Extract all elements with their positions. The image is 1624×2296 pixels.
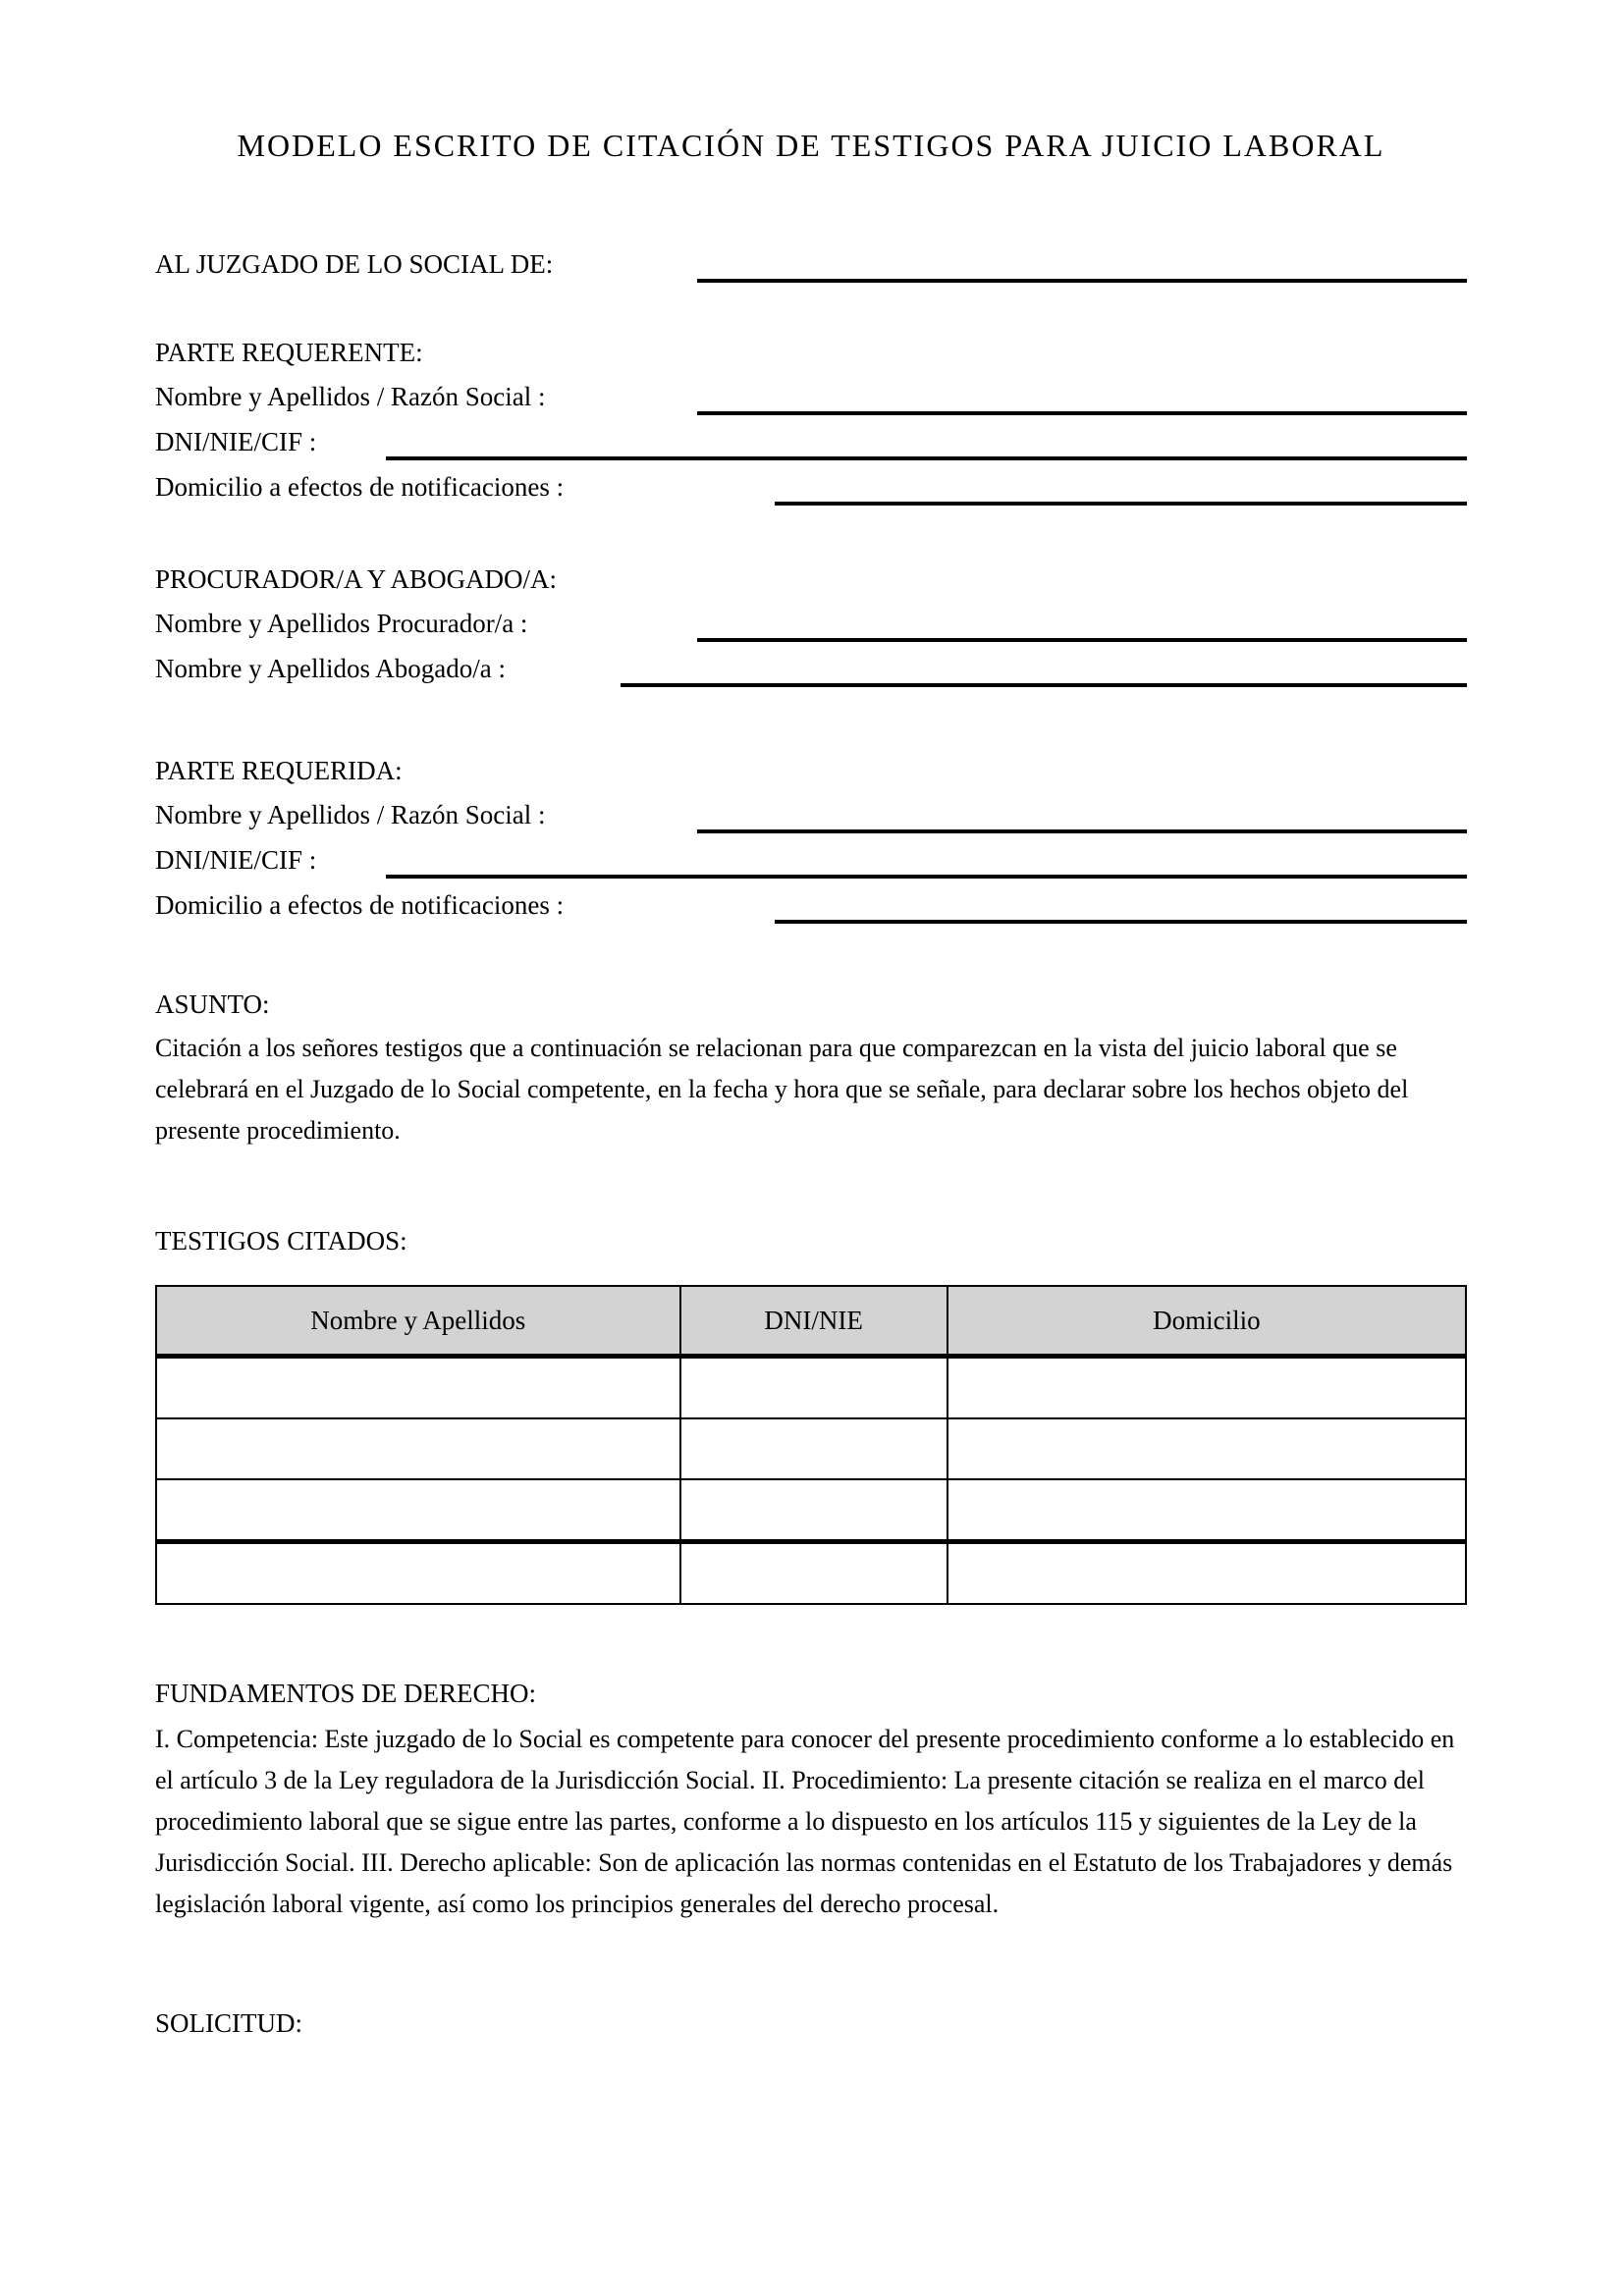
- field-label-requerente-dni: DNI/NIE/CIF :: [155, 427, 317, 456]
- table-cell-domicilio[interactable]: [947, 1357, 1466, 1419]
- field-row-requerente-domicilio: [155, 466, 1467, 509]
- table-header-row: [156, 1286, 1466, 1357]
- table-cell-nombre[interactable]: [156, 1418, 680, 1479]
- table-cell-nombre[interactable]: [156, 1542, 680, 1605]
- table-header-nombre: Nombre y Apellidos: [156, 1286, 680, 1357]
- fundamentos-body: I. Competencia: Este juzgado de lo Social es competente para conocer del presente procedimiento conforme a lo establecido en el artículo 3 de la Ley reguladora de la Jurisdicción Social. II. Procedimiento: La presente citación se realiza en el marco del procedimiento laboral que se sigue entre las partes, conforme a lo dispuesto en los artículos 115 y siguientes de la Ley de la Jurisdicción Social. III. Derecho aplicable: Son de aplicación las normas contenidas en el Estatuto de los Trabajadores y demás legislación laboral vigente, así como los principios generales del derecho procesal.: [155, 1725, 1455, 1918]
- table-cell-nombre[interactable]: [156, 1479, 680, 1542]
- field-label-requerida-dni: DNI/NIE/CIF :: [155, 845, 317, 875]
- table-header-domicilio: Domicilio: [947, 1286, 1466, 1357]
- section-heading-parte-requerida: PARTE REQUERIDA:: [155, 756, 403, 785]
- table-header-dni: DNI/NIE: [680, 1286, 947, 1357]
- section-heading-parte-requerente: PARTE REQUERENTE:: [155, 338, 423, 367]
- table-row: [156, 1542, 1466, 1605]
- field-row-requerente-nombre: [155, 376, 1467, 419]
- fill-line-procurador[interactable]: [697, 638, 1467, 642]
- table-cell-dni[interactable]: [680, 1418, 947, 1479]
- field-label-requerida-domicilio: Domicilio a efectos de notificaciones :: [155, 890, 565, 920]
- section-heading-asunto: ASUNTO:: [155, 989, 270, 1019]
- section-heading-procurador-abogado: PROCURADOR/A Y ABOGADO/A:: [155, 564, 558, 594]
- field-row-juzgado: [155, 243, 1467, 287]
- field-row-abogado: [155, 648, 1467, 691]
- field-label-requerente-domicilio: Domicilio a efectos de notificaciones :: [155, 472, 565, 502]
- fill-line-requerente-nombre[interactable]: [697, 411, 1467, 415]
- fill-line-requerida-dni[interactable]: [386, 875, 1467, 879]
- table-cell-dni[interactable]: [680, 1542, 947, 1605]
- table-row: [156, 1479, 1466, 1542]
- fill-line-requerente-dni[interactable]: [386, 456, 1467, 460]
- field-label-juzgado: AL JUZGADO DE LO SOCIAL DE:: [155, 249, 554, 279]
- fill-line-juzgado[interactable]: [697, 279, 1467, 283]
- field-label-procurador: Nombre y Apellidos Procurador/a :: [155, 609, 528, 638]
- table-cell-domicilio[interactable]: [947, 1479, 1466, 1542]
- table-cell-domicilio[interactable]: [947, 1418, 1466, 1479]
- field-row-requerida-domicilio: [155, 884, 1467, 928]
- table-cell-nombre[interactable]: [156, 1357, 680, 1419]
- section-heading-fundamentos: FUNDAMENTOS DE DERECHO:: [155, 1679, 537, 1708]
- field-row-requerida-dni: [155, 839, 1467, 882]
- fill-line-requerente-domicilio[interactable]: [775, 502, 1467, 506]
- field-row-requerente-dni: [155, 421, 1467, 464]
- table-cell-dni[interactable]: [680, 1357, 947, 1419]
- testigos-table: [155, 1285, 1467, 1605]
- table-row: [156, 1418, 1466, 1479]
- document-title: MODELO ESCRITO DE CITACIÓN DE TESTIGOS PARA JUICIO LABORAL: [237, 128, 1385, 163]
- field-label-abogado: Nombre y Apellidos Abogado/a :: [155, 654, 506, 683]
- table-cell-dni[interactable]: [680, 1479, 947, 1542]
- table-cell-domicilio[interactable]: [947, 1542, 1466, 1605]
- fill-line-abogado[interactable]: [621, 683, 1467, 687]
- fill-line-requerida-nombre[interactable]: [697, 829, 1467, 833]
- table-row: [156, 1357, 1466, 1419]
- field-label-requerente-nombre: Nombre y Apellidos / Razón Social :: [155, 382, 546, 411]
- section-heading-solicitud: SOLICITUD:: [155, 2008, 302, 2038]
- field-label-requerida-nombre: Nombre y Apellidos / Razón Social :: [155, 800, 546, 829]
- asunto-body: Citación a los señores testigos que a continuación se relacionan para que comparezcan en la vista del juicio laboral que se celebrará en el Juzgado de lo Social competente, en la fecha y hora que se señale, para declarar sobre los hechos objeto del presente procedimiento.: [155, 1034, 1409, 1145]
- field-row-procurador: [155, 603, 1467, 646]
- section-heading-testigos-citados: TESTIGOS CITADOS:: [155, 1226, 407, 1255]
- field-row-requerida-nombre: [155, 794, 1467, 837]
- fill-line-requerida-domicilio[interactable]: [775, 920, 1467, 924]
